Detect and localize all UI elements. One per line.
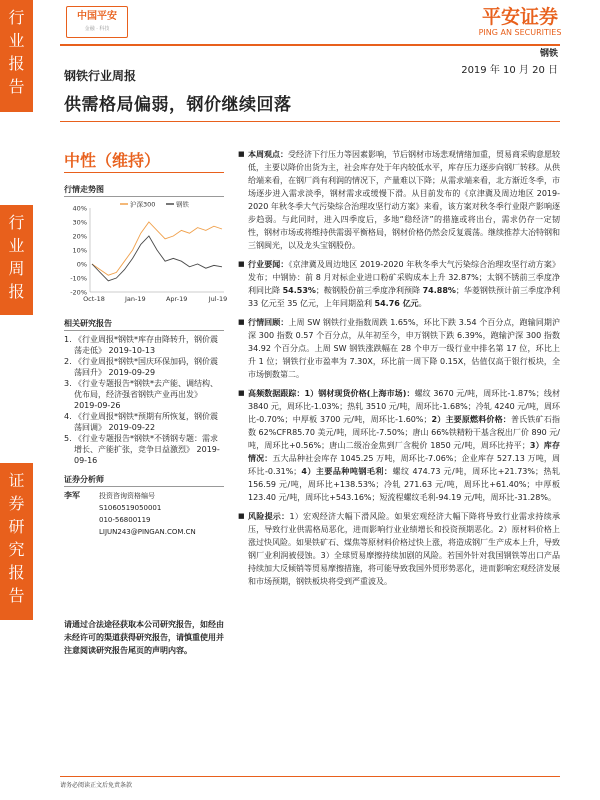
x-tick-label: Jul-19: [208, 295, 228, 303]
analyst-email[interactable]: LIJUN243@PINGAN.COM.CN: [99, 528, 196, 536]
sidebar-char: 告: [8, 586, 25, 605]
footer-divider: [60, 776, 560, 777]
paragraph-market-review: ■ 行情回顾：上周 SW 钢铁行业指数周跌 1.65%，环比下跌 3.54 个百分点，跑输同期沪深 300 指数 0.57 个百分点，从年初至今，申万钢铁下跌 6.39%，跑输沪深 300 指数 34.92 个百分点。上周 SW 钢铁涨跌幅在 28 个申万一级行业中排名第 17 位，环比上升 1 位；钢铁行业市盈率为 7.30X，环比前一周下降 0.15X，估值仅高于银行板块，全市场倒数第二。: [238, 318, 560, 379]
report-series-title: 钢铁行业周报: [64, 69, 137, 83]
bullet-icon: ■: [238, 318, 245, 326]
brand-en: PING AN SECURITIES: [478, 28, 562, 37]
logo-name: 中国平安: [77, 11, 117, 22]
related-report-item[interactable]: 2. 《行业周报*钢铁*国庆环保加码，钢价震荡回升》 2019-09-29: [64, 357, 218, 377]
sidebar-char: 报: [8, 282, 25, 301]
pingan-logo: [66, 6, 128, 38]
brand-cn: 平安证券: [481, 6, 558, 28]
header-divider: [60, 44, 560, 46]
report-date: 2019 年 10 月 20 日: [461, 65, 558, 76]
footer-note: 请务必阅读正文后免责条款: [60, 782, 133, 789]
related-report-item[interactable]: 4. 《行业周报*钢铁*预期有所恢复，钢价震荡回调》 2019-09-22: [64, 412, 218, 432]
paragraph-risk: ■ 风险提示：1）宏观经济大幅下滑风险。如果宏观经济大幅下降将导致行业需求持续承压，导致行业供需格局恶化，进而影响行业业绩增长和投资预期恶化。2）原材料价格上涨过快风险。如果铁矿石、煤焦等原材料价格过快上涨，将造成钢厂生产成本上升，导致钢厂业利润被侵蚀。3）全球贸易摩擦持续加剧的风险。若国外针对我国钢铁等出口产品持续加大反倾销等贸易摩擦措施，将可能导致我国外贸形势恶化，进而影响宏观经济发展和市场预期，钢铁板块将受到严重波及。: [238, 512, 561, 586]
disclaimer: 请通过合法途径获取本公司研究报告，如经由未经许可的渠道获得研究报告，请慎重使用并注意阅读研究报告尾页的声明内容。: [64, 620, 224, 655]
chart-section-title: 行情走势图: [64, 185, 104, 194]
legend-label: 沪深300: [130, 200, 156, 209]
sidebar-char: 报: [8, 54, 25, 73]
report-title: 供需格局偏弱，钢价继续回落: [64, 95, 292, 115]
rating-divider: [64, 172, 224, 173]
related-reports-list: [64, 334, 224, 466]
sidebar-char: 周: [8, 259, 25, 278]
bullet-icon: ■: [238, 150, 245, 158]
title-divider: [60, 121, 560, 122]
y-tick-label: 10%: [72, 246, 87, 255]
x-tick-label: Apr-19: [165, 295, 188, 303]
market-trend-chart: [64, 198, 228, 306]
sidebar-block-weekly: [0, 205, 33, 315]
sidebar-char: 行: [8, 8, 25, 27]
related-report-item[interactable]: 5. 《行业专题报告*钢铁*不锈钢专题：需求增长、产能扩张，竞争日益激烈》 2019-09-16: [64, 434, 220, 465]
sidebar-block-report-type: [0, 0, 33, 112]
analyst-info: [64, 490, 234, 538]
y-tick-label: 0%: [76, 260, 87, 269]
paragraph-data-tracking: ■ 高频数据跟踪：1）钢材现货价格(上海市场)：螺纹 3670 元/吨，周环比-1.87%；线材 3840 元，周环比-1.03%；热轧 3510 元/吨，周环比-1.68%；冷轧 4240 元/吨，周环比-0.70%；中厚板 3700 元/吨，周环比-1.60%；2）主要原燃料价格：普氏铁矿石指数 62%CFR85.70 美元/吨，周环比-7.50%；唐山 66%铁精粉干基含税出厂价 890 元/吨，周环比+0.56%；唐山二级冶金焦到厂含税价 1850 元/吨，周环比持平；3）库存情况：五大品种社会库存 1045.25 万吨，周环比-7.06%；企业库存 527.13 万吨，周环比-0.31%；4）主要品种吨钢毛利：螺纹 474.73 元/吨，周环比+21.73%；热轧 156.59 元/吨，周环比+138.53%；冷轧 271.63 元/吨，周环比+61.40%；中厚板 123.40 元/吨，周环比+543.16%；短流程螺纹毛利-94.19 元/吨，周环比-31.28%。: [238, 389, 561, 502]
sidebar-char: 业: [8, 31, 25, 50]
sidebar-block-research: [0, 463, 33, 620]
y-tick-label: 30%: [72, 218, 87, 227]
sidebar-char: 告: [8, 77, 25, 96]
analyst-section-title: 证券分析师: [64, 475, 104, 484]
paragraph-news: ■ 行业要闻：《京津冀及周边地区 2019-2020 年秋冬季大气污染综合治理攻坚行动方案》发布；中钢协：前 8 月对标企业进口粉矿采购成本上升 32.87%；太钢不锈前三季度净利同比降 54.53%；鞍钢股份前三季度净利预降 74.88%；华菱钢铁预计前三季度净利 33 亿元至 35 亿元，上年同期盈利 54.76 亿元。: [238, 260, 561, 308]
analyst-role: 投资咨询资格编号: [99, 492, 155, 500]
bullet-icon: ■: [238, 260, 245, 268]
sidebar-char: 报: [8, 563, 25, 582]
chart-section-divider: [64, 196, 224, 197]
logo-sub: 金融 · 科技: [84, 26, 110, 32]
analyst-section-divider: [64, 486, 224, 487]
sidebar-char: 究: [8, 540, 25, 559]
rating: 中性（维持）: [64, 151, 161, 170]
analyst-name: 李军: [64, 491, 80, 500]
related-report-item[interactable]: 3. 《行业专题报告*钢铁*去产能、调结构、优布局，经济强省钢铁产业再出发》 2019-09-26: [64, 379, 218, 410]
brand-logo: [470, 6, 570, 38]
x-tick-label: Oct-18: [83, 295, 105, 303]
sidebar-char: 研: [8, 517, 25, 536]
y-tick-label: -20%: [70, 288, 87, 297]
sidebar-char: 业: [8, 236, 25, 255]
report-body: [238, 148, 560, 594]
sidebar-char: 券: [8, 494, 25, 513]
sidebar-char: 证: [8, 471, 25, 490]
bullet-icon: ■: [238, 512, 245, 520]
y-tick-label: 20%: [72, 232, 87, 241]
analyst-license: S1060519050001: [99, 504, 162, 512]
related-section-title: 相关研究报告: [64, 319, 112, 328]
paragraph-view: ■ 本周观点：受经济下行压力等因素影响，节后钢材市场悲观情绪加重，贸易商采购意愿较低，主要以降价出货为主，社会库存处于年内较低水平，库存压力逐步向钢厂转移。从供给端来看，在钢厂尚有利润的情况下，产量难以下降；从需求端来看，北方渐近冬季，市场逐步进入需求淡季，钢材需求或缓慢下滑。从目前发布的《京津冀及周边地区 2019-2020 年秋冬季大气污染综合治理攻坚行动方案》来看，该方案对秋冬季行业限产影响逐步趋弱。与此同时，进入四季度后，多地“稳经济”的措施或将出台，需求仍存一定韧性，钢材市场或将维持供需弱平衡格局，钢材价格仍然会反复震荡。继续推荐大冶特钢和三钢闽光，以及龙头宝钢股份。: [238, 150, 560, 250]
related-section-divider: [64, 330, 224, 331]
related-report-item[interactable]: 1. 《行业周报*钢铁*库存由降转升，钢价震荡走低》 2019-10-13: [64, 335, 218, 355]
x-tick-label: Jan-19: [125, 295, 146, 303]
y-tick-label: 40%: [72, 204, 87, 213]
analyst-phone: 010-56800119: [99, 516, 151, 524]
industry-tag: 钢铁: [539, 49, 558, 59]
y-tick-label: -10%: [70, 274, 87, 283]
bullet-icon: ■: [238, 389, 245, 397]
series-line-0: [92, 222, 222, 275]
legend-label: 钢铁: [176, 200, 189, 209]
sidebar-char: 行: [8, 213, 25, 232]
